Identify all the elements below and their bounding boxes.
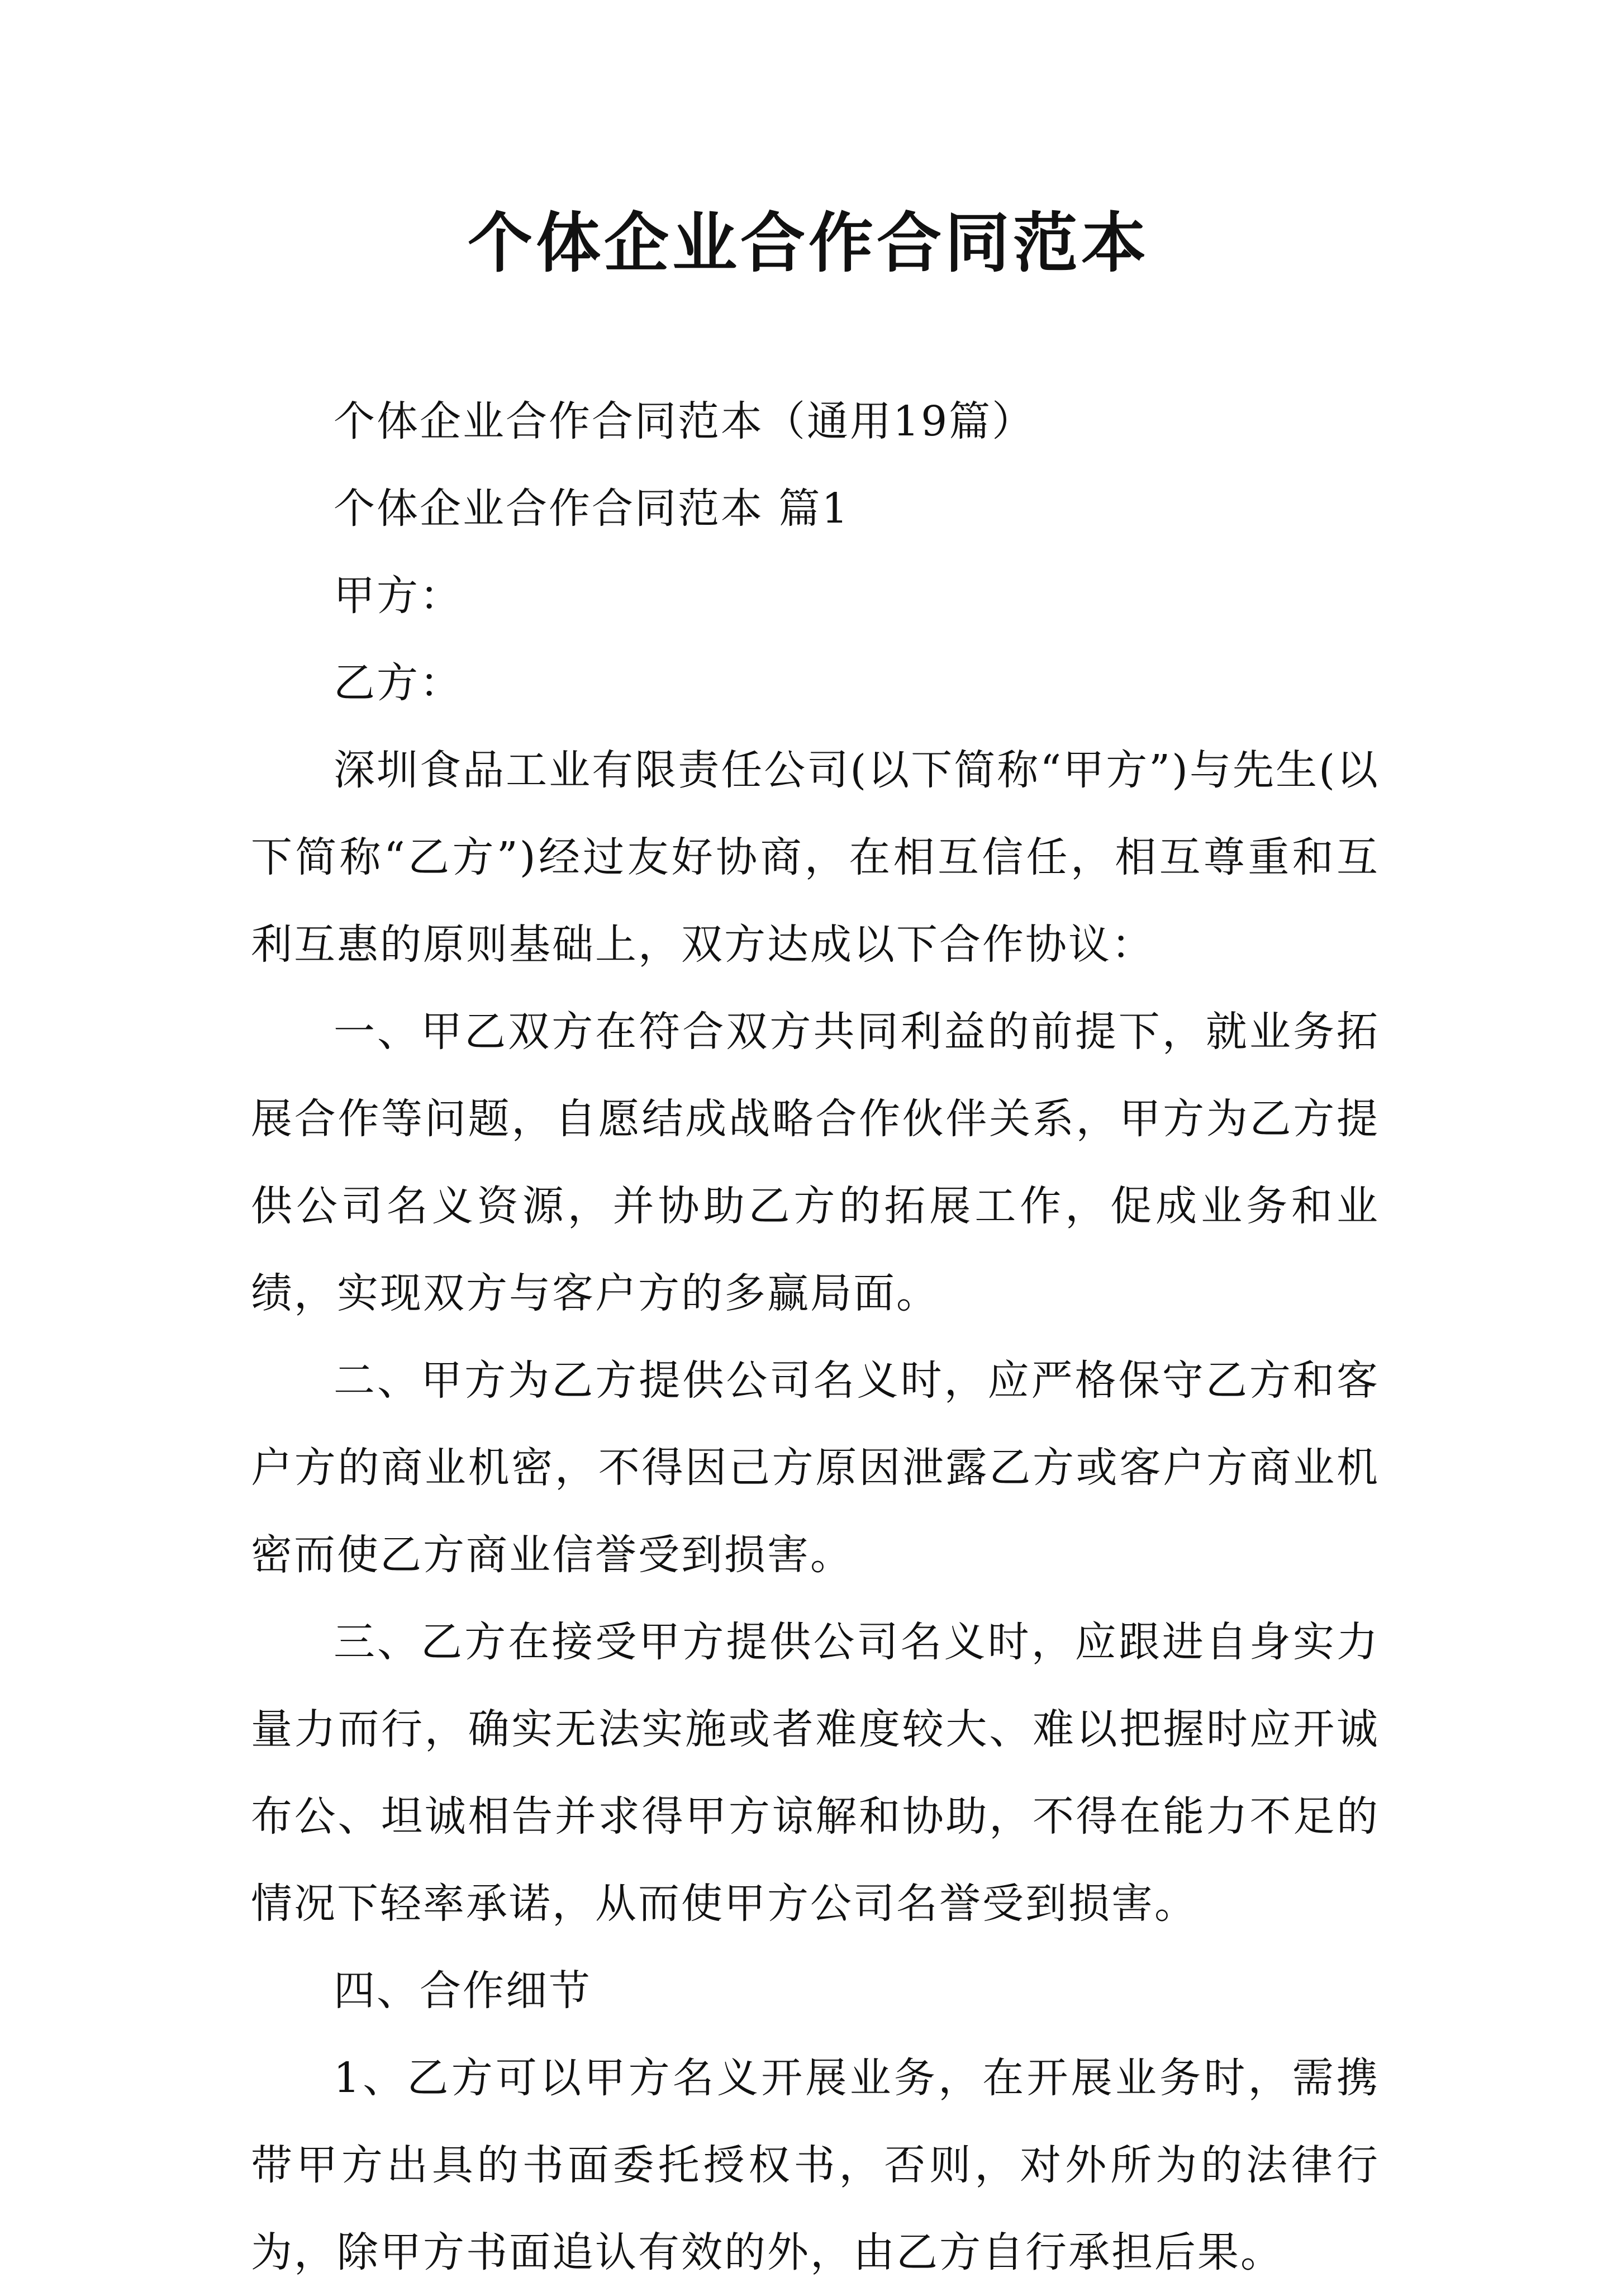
clause-3-paragraph: 三、乙方在接受甲方提供公司名义时，应跟进自身实力量力而行，确实无法实施或者难度较大、难以把握时应开诚布公、坦诚相告并求得甲方谅解和协助，不得在能力不足的情况下轻率承诺，从而使甲方公司名誉受到损害。 <box>251 1618 1380 1928</box>
document-title: 个体企业合作合同范本 <box>468 205 1149 281</box>
clause-4-heading: 四、合作细节 <box>334 1967 592 2015</box>
section-heading: 个体企业合作合同范本 篇1 <box>334 485 850 533</box>
clause-1-paragraph: 一、甲乙双方在符合双方共同利益的前提下，就业务拓展合作等问题，自愿结成战略合作伙伴关系，甲方为乙方提供公司名义资源，并协助乙方的拓展工作，促成业务和业绩，实现双方与客户方的多赢局面。 <box>251 1008 1380 1317</box>
party-a-line: 甲方： <box>334 572 463 620</box>
subtitle-paragraph: 个体企业合作合同范本（通用19篇） <box>334 397 1035 445</box>
clause-4-item-1-paragraph: 1、乙方可以甲方名义开展业务，在开展业务时，需携带甲方出具的书面委托授权书，否则，对外所为的法律行为，除甲方书面追认有效的外，由乙方自行承担后果。 <box>251 2054 1380 2276</box>
party-b-line: 乙方： <box>334 659 463 707</box>
clause-2-paragraph: 二、甲方为乙方提供公司名义时，应严格保守乙方和客户方的商业机密，不得因己方原因泄露乙方或客户方商业机密而使乙方商业信誉受到损害。 <box>251 1356 1380 1579</box>
document-body <box>251 378 1380 2296</box>
intro-paragraph: 深圳食品工业有限责任公司(以下简称“甲方”)与先生(以下简称“乙方”)经过友好协商，在相互信任，相互尊重和互利互惠的原则基础上，双方达成以下合作协议： <box>251 746 1380 969</box>
